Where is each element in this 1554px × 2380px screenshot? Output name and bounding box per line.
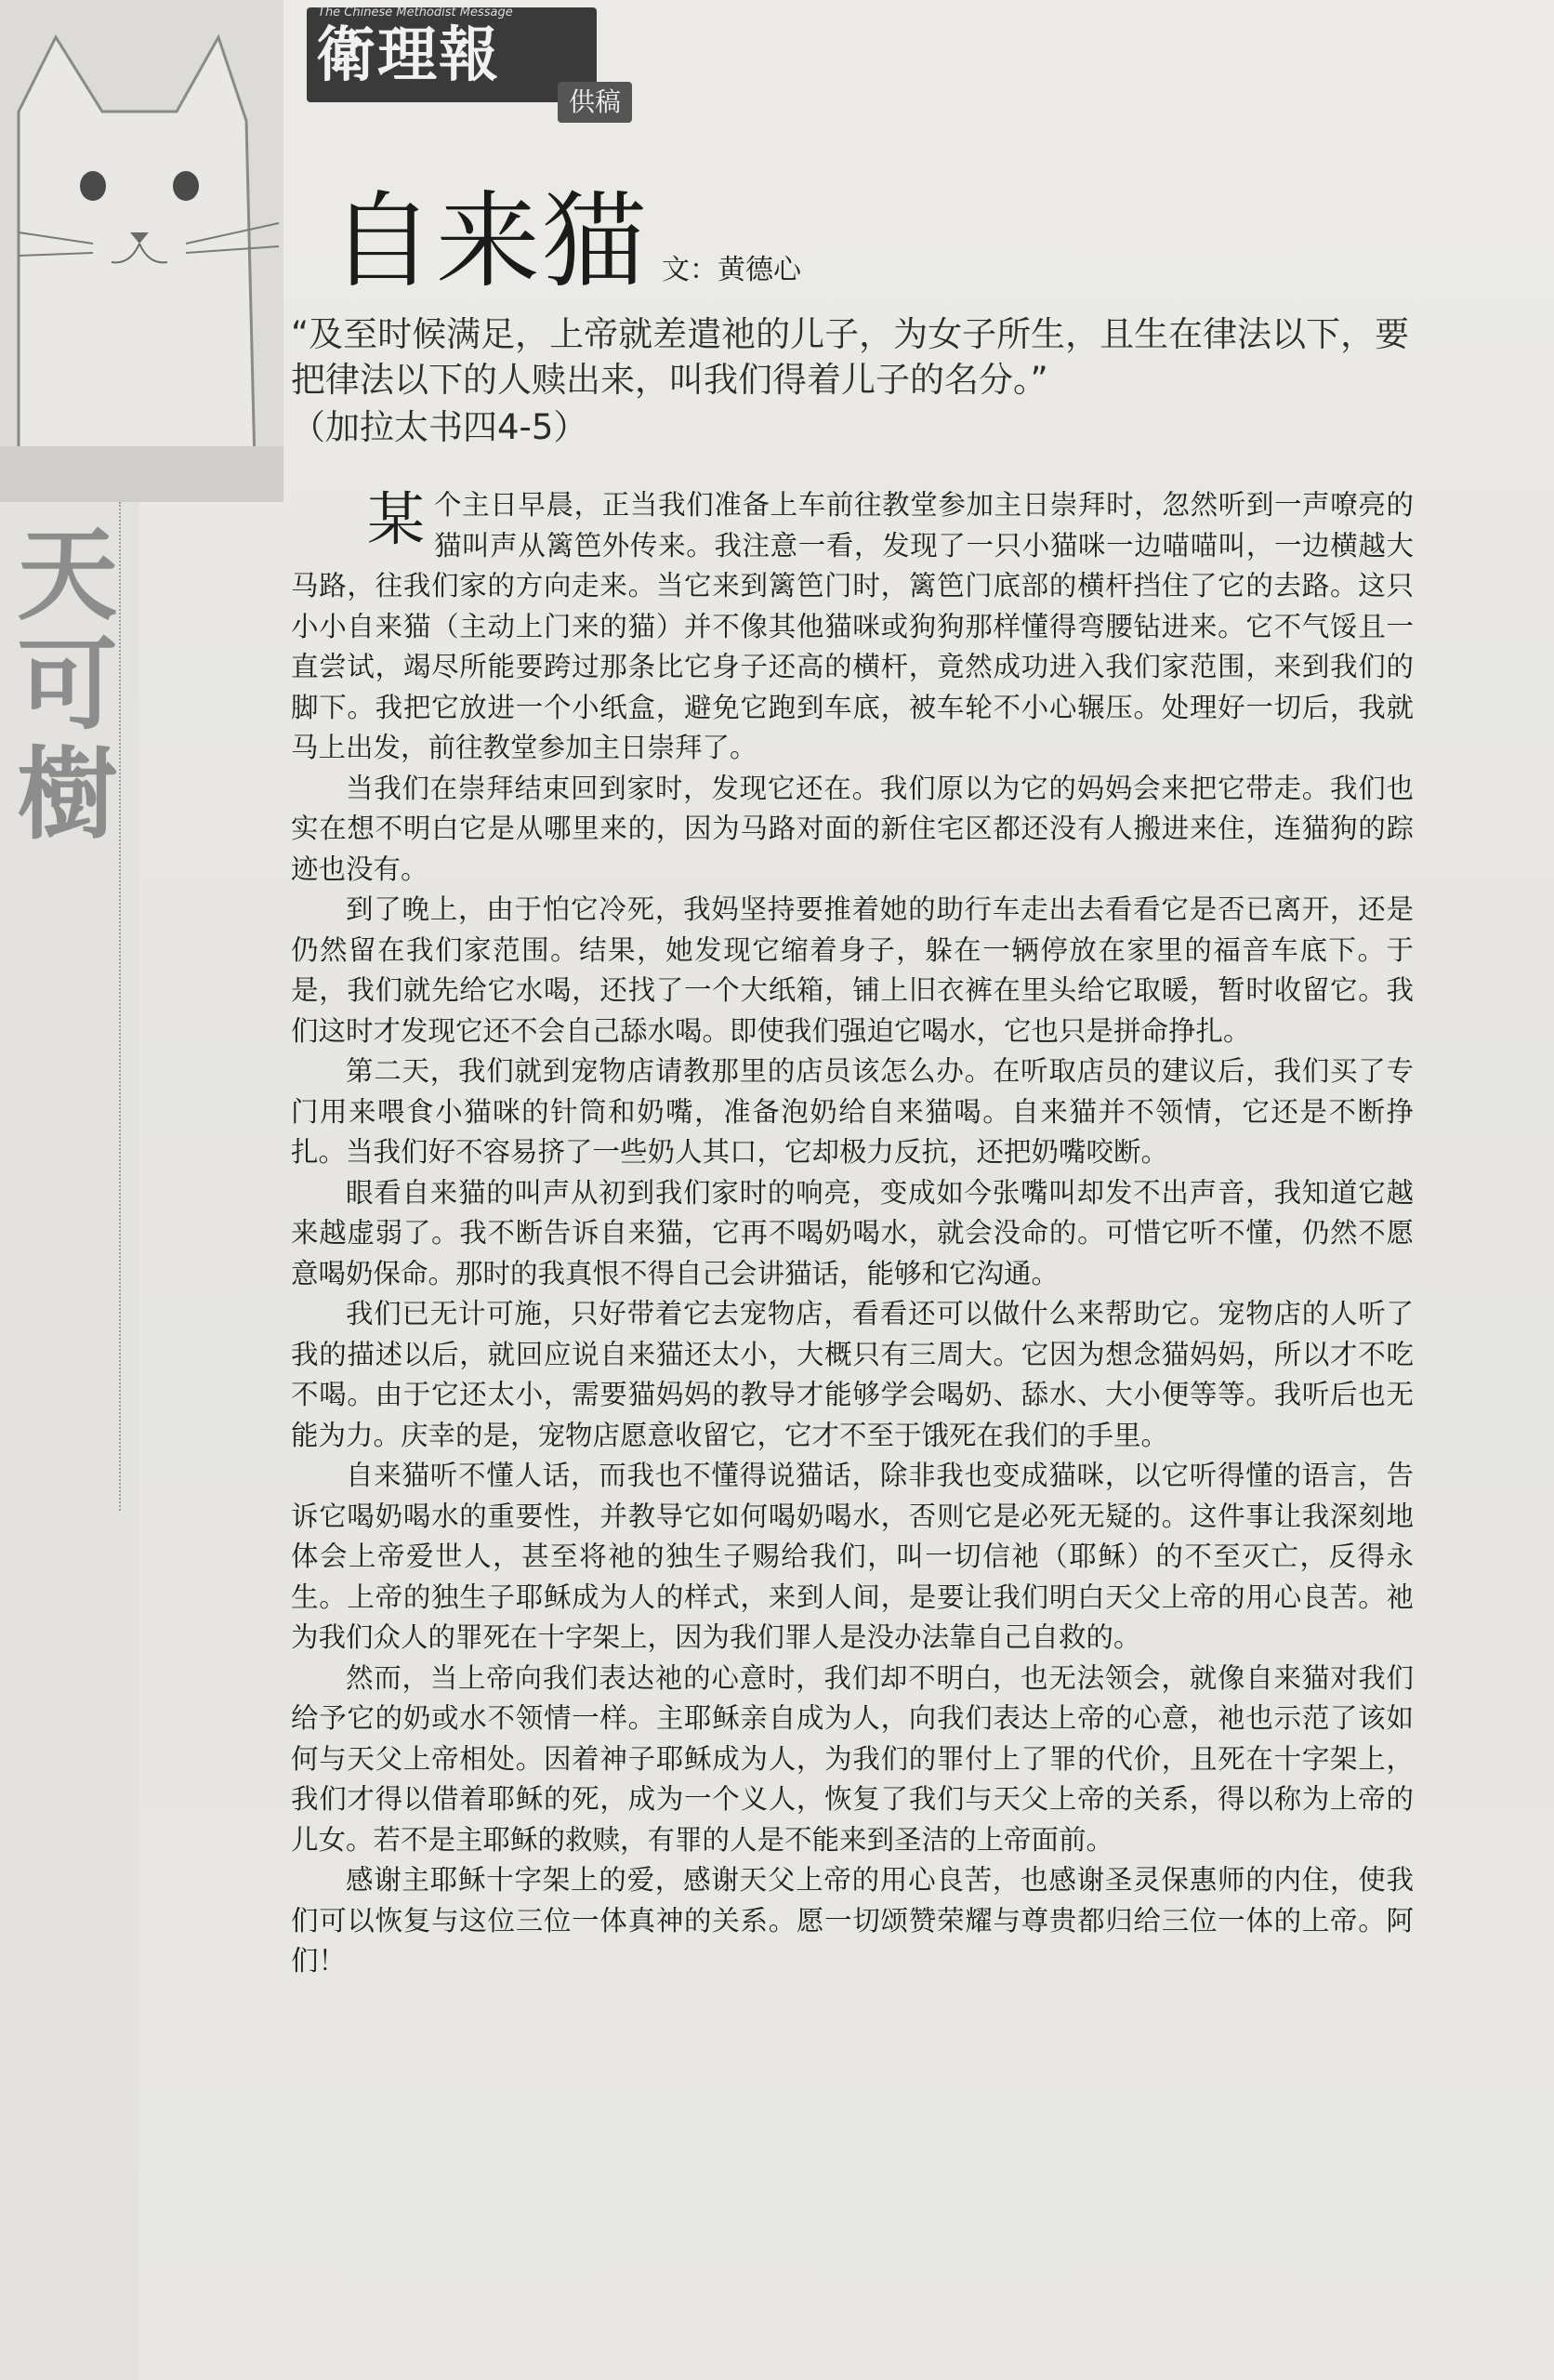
contributed-badge: 供稿 — [558, 82, 632, 123]
paragraph: 当我们在崇拜结束回到家时，发现它还在。我们原以为它的妈妈会来把它带走。我们也实在想不明白它是从哪里来的，因为马路对面的新住宅区都还没有人搬进来住，连猫狗的踪迹也没有。 — [291, 772, 1414, 885]
column-title-char: 天 — [17, 517, 118, 634]
article-body — [291, 485, 1414, 1982]
column-title — [5, 517, 130, 853]
drop-cap: 某 — [367, 485, 426, 553]
quote-citation: （加拉太书四4-5） — [291, 407, 588, 447]
paragraph: 眼看自来猫的叫声从初到我们家时的响亮，变成如今张嘴叫却发不出声音，我知道它越来越虚弱了。我不断告诉自来猫，它再不喝奶喝水，就会没命的。可惜它听不懂，仍然不愿意喝奶保命。那时的我真恨不得自己会讲猫话，能够和它沟通。 — [291, 1176, 1414, 1289]
paragraph: 感谢主耶稣十字架上的爱，感谢天父上帝的用心良苦，也感谢圣灵保惠师的内住，使我们可以恢复与这位三位一体真神的关系。愿一切颂赞荣耀与尊贵都归给三位一体的上帝。阿们！ — [291, 1864, 1414, 1977]
quote-text: “及至时候满足，上帝就差遣祂的儿子，为女子所生，且生在律法以下，要把律法以下的人赎出来，叫我们得着儿子的名分。” — [291, 314, 1410, 400]
paragraph: 自来猫听不懂人话，而我也不懂得说猫话，除非我也变成猫咪，以它听得懂的语言，告诉它喝奶喝水的重要性，并教导它如何喝奶喝水，否则它是必死无疑的。这件事让我深刻地体会上帝爱世人，甚至将祂的独生子赐给我们，叫一切信祂（耶稣）的不至灭亡，反得永生。上帝的独生子耶稣成为人的样式，来到人间，是要让我们明白天父上帝的用心良苦。祂为我们众人的罪死在十字架上，因为我们罪人是没办法靠自己自救的。 — [291, 1460, 1414, 1653]
column-title-char: 樹 — [17, 736, 118, 853]
masthead-subtitle: The Chinese Methodist Message — [318, 6, 513, 20]
paragraph: 到了晚上，由于怕它冷死，我妈坚持要推着她的助行车走出去看看它是否已离开，还是仍然留在我们家范围。结果，她发现它缩着身子，躲在一辆停放在家里的福音车底下。于是，我们就先给它水喝，还找了一个大纸箱，铺上旧衣裤在里头给它取暖，暂时收留它。我们这时才发现它还不会自己舔水喝。即使我们强迫它喝水，它也只是拼命挣扎。 — [291, 893, 1414, 1047]
cat-illustration — [0, 0, 283, 502]
dotted-divider — [119, 502, 121, 1511]
scripture-quote — [291, 311, 1432, 450]
paragraph: 某个主日早晨，正当我们准备上车前往教堂参加主日崇拜时，忽然听到一声嘹亮的猫叫声从篱笆外传来。我注意一看，发现了一只小猫咪一边喵喵叫，一边横越大马路，往我们家的方向走来。当它来到篱笆门时，篱笆门底部的横杆挡住了它的去路。这只小小自来猫（主动上门来的猫）并不像其他猫咪或狗狗那样懂得弯腰钻进来。它不气馁且一直尝试，竭尽所能要跨过那条比它身子还高的横杆，竟然成功进入我们家范围，来到我们的脚下。我把它放进一个小纸盒，避免它跑到车底，被车轮不小心辗压。处理好一切后，我就马上出发，前往教堂参加主日崇拜了。 — [291, 485, 1414, 763]
paragraph: 第二天，我们就到宠物店请教那里的店员该怎么办。在听取店员的建议后，我们买了专门用来喂食小猫咪的针筒和奶嘴，准备泡奶给自来猫喝。自来猫并不领情，它还是不断挣扎。当我们好不容易挤了一些奶人其口，它却极力反抗，还把奶嘴咬断。 — [291, 1055, 1414, 1168]
article-title: 自来猫 — [330, 181, 648, 302]
article-byline: 文：黄德心 — [662, 254, 801, 286]
masthead-logo-text: 衛理報 — [316, 20, 500, 90]
column-title-char: 可 — [17, 627, 118, 744]
paragraph: 然而，当上帝向我们表达祂的心意时，我们却不明白，也无法领会，就像自来猫对我们给予它的奶或水不领情一样。主耶稣亲自成为人，向我们表达上帝的心意，祂也示范了该如何与天父上帝相处。因着神子耶稣成为人，为我们的罪付上了罪的代价，且死在十字架上，我们才得以借着耶稣的死，成为一个义人，恢复了我们与天父上帝的关系，得以称为上帝的儿女。若不是主耶稣的救赎，有罪的人是不能来到圣洁的上帝面前。 — [291, 1661, 1414, 1856]
paragraph: 我们已无计可施，只好带着它去宠物店，看看还可以做什么来帮助它。宠物店的人听了我的描述以后，就回应说自来猫还太小，大概只有三周大。它因为想念猫妈妈，所以才不吃不喝。由于它还太小，需要猫妈妈的教导才能够学会喝奶、舔水、大小便等等。我听后也无能为力。庆幸的是，宠物店愿意收留它，它才不至于饿死在我们的手里。 — [291, 1298, 1414, 1451]
cat-drawing — [0, 0, 283, 502]
